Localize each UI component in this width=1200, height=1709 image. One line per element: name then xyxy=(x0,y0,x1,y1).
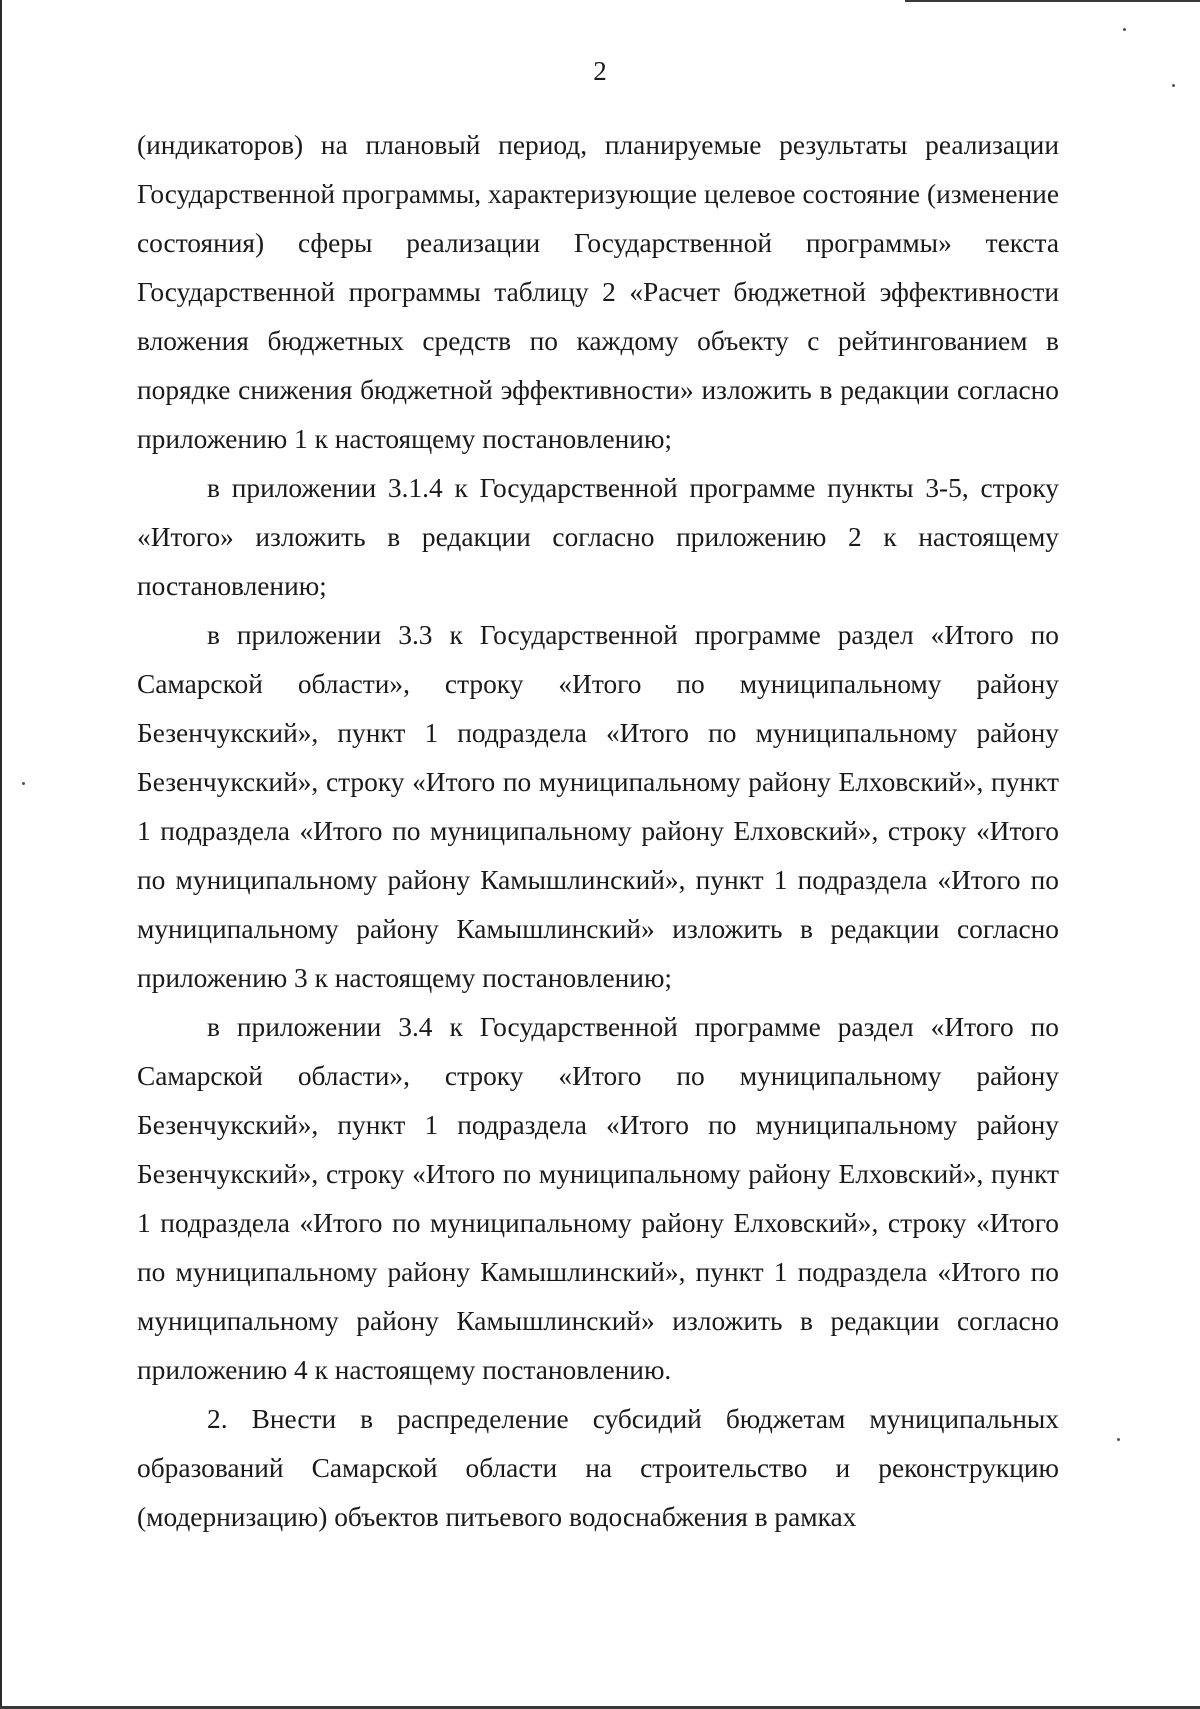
paragraph-appendix-3-4: в приложении 3.4 к Государственной программе раздел «Итого по Самарской области», строку «Итого по муниципальному району Безенчукский», пункт 1 подраздела «Итого по муниципальному району Безенчукский», строку «Итого по муниципальному району Елховский», пункт 1 подраздела «Итого по муниципальному району Елховский», строку «Итого по муниципальному району Камышлинский», пункт 1 подраздела «Итого по муниципальному району Камышлинский» изложить в редакции согласно приложению 4 к настоящему постановлению. xyxy=(137,1012,1059,1385)
scan-edge-left xyxy=(0,0,2,1709)
document-body xyxy=(137,121,1059,1542)
paragraph-appendix-3-3: в приложении 3.3 к Государственной программе раздел «Итого по Самарской области», строку «Итого по муниципальному району Безенчукский», пункт 1 подраздела «Итого по муниципальному району Безенчукский», строку «Итого по муниципальному району Елховский», пункт 1 подраздела «Итого по муниципальному району Елховский», строку «Итого по муниципальному району Камышлинский», пункт 1 подраздела «Итого по муниципальному району Камышлинский» изложить в редакции согласно приложению 3 к настоящему постановлению; xyxy=(137,620,1059,993)
scan-speck xyxy=(1117,1438,1120,1441)
paragraph-continuation: (индикаторов) на плановый период, планируемые результаты реализации Государственной программы, характеризующие целевое состояние (изменение состояния) сферы реализации Государственной программы» текста Государственной программы таблицу 2 «Расчет бюджетной эффективности вложения бюджетных средств по каждому объекту с рейтингованием в порядке снижения бюджетной эффективности» изложить в редакции согласно приложению 1 к настоящему постановлению; xyxy=(137,130,1059,454)
paragraph-item-2: 2. Внести в распределение субсидий бюджетам муниципальных образований Самарской области на строительство и реконструкцию (модернизацию) объектов питьевого водоснабжения в рамках xyxy=(137,1404,1059,1532)
scan-edge-top xyxy=(905,0,1200,2)
page-number: 2 xyxy=(593,56,607,86)
scan-speck xyxy=(1123,28,1126,31)
paragraph-appendix-3-1-4: в приложении 3.1.4 к Государственной программе пункты 3-5, строку «Итого» изложить в редакции согласно приложению 2 к настоящему постановлению; xyxy=(137,473,1059,601)
scan-speck xyxy=(22,782,25,785)
